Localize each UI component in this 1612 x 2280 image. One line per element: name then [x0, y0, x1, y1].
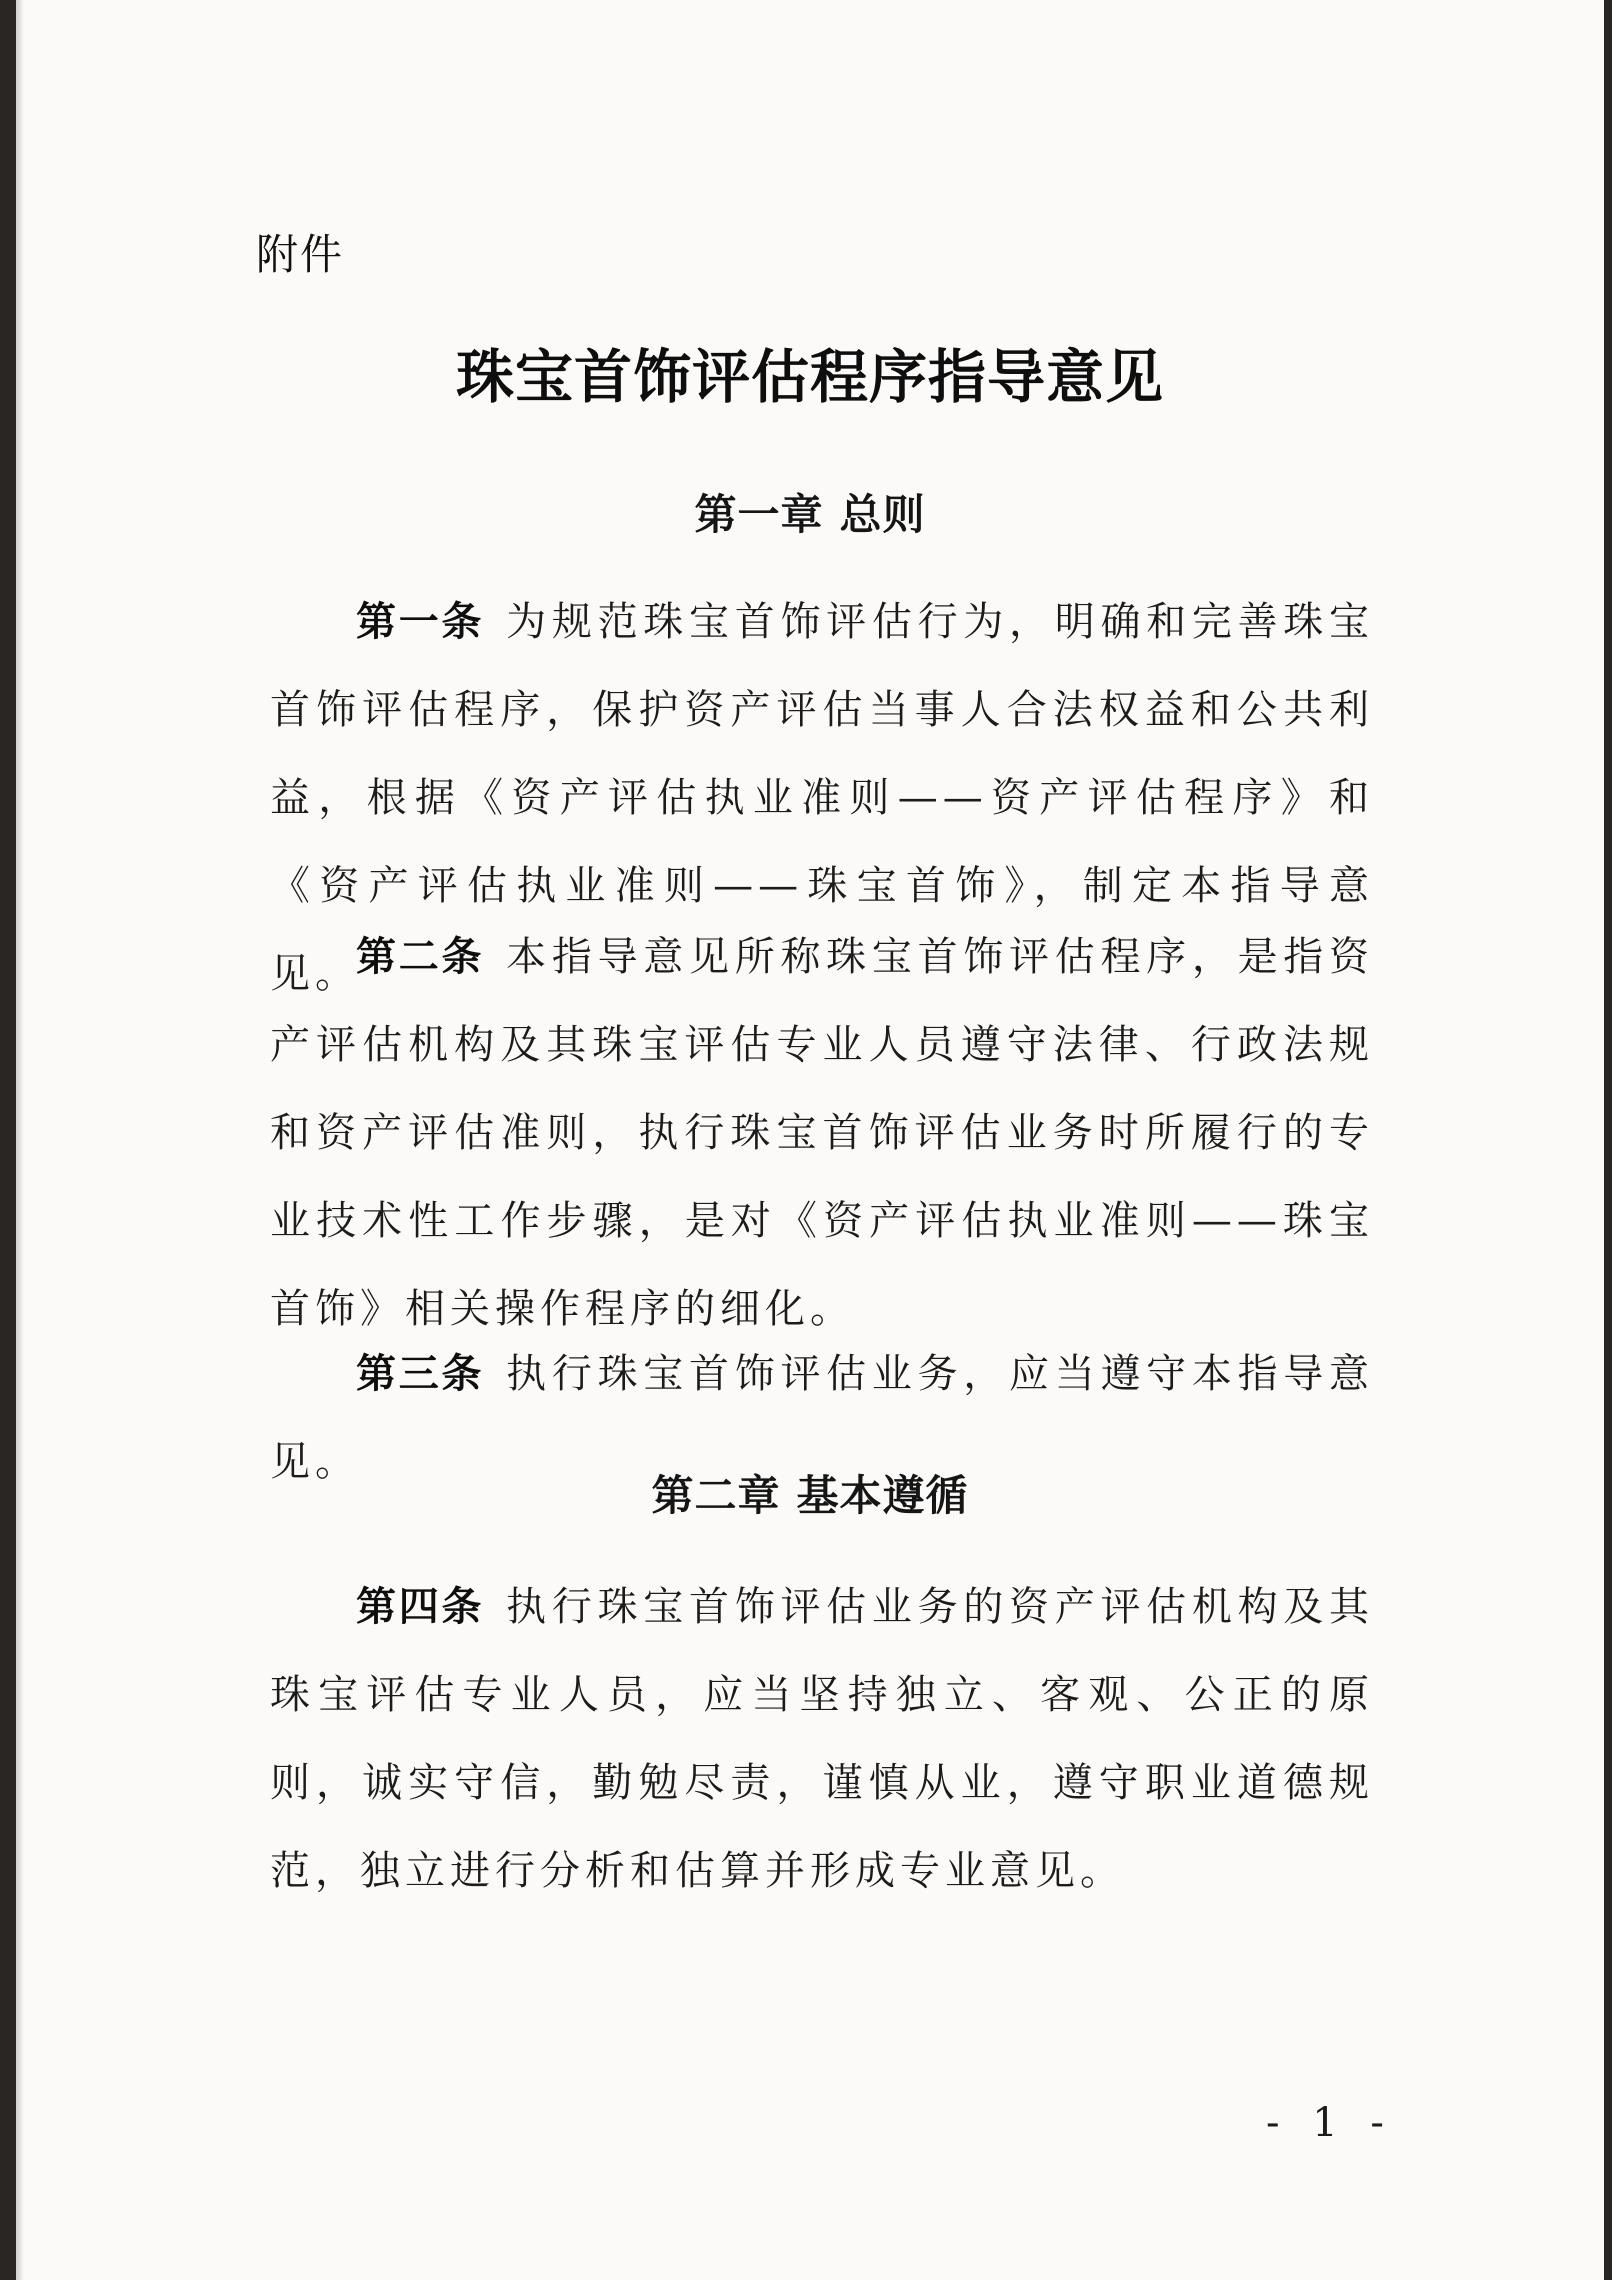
- article-paragraph: [270, 913, 1374, 1353]
- attachment-label: 附件: [256, 230, 345, 279]
- chapter-name: 总则: [839, 490, 926, 539]
- document-page: [16, 0, 1604, 2280]
- document-title: 珠宝首饰评估程序指导意见: [455, 343, 1164, 411]
- article-number: 第四条: [356, 1584, 485, 1630]
- article-text: 执行珠宝首饰评估业务，应当遵守本指导意见。: [270, 1351, 1375, 1485]
- page-number: - 1 -: [1266, 2100, 1394, 2146]
- article-number: 第二条: [356, 934, 485, 980]
- article-number: 第一条: [356, 599, 485, 645]
- article-text: 执行珠宝首饰评估业务的资产评估机构及其珠宝评估专业人员，应当坚持独立、客观、公正的原则，诚实守信，勤勉尽责，谨慎从业，遵守职业道德规范，独立进行分析和估算并形成专业意见。: [270, 1584, 1375, 1894]
- chapter-number: 第一章: [694, 490, 824, 539]
- article-paragraph: [270, 1563, 1374, 1915]
- article-text: 为规范珠宝首饰评估行为，明确和完善珠宝首饰评估程序，保护资产评估当事人合法权益和公共利益，根据《资产评估执业准则——资产评估程序》和《资产评估执业准则——珠宝首饰》，制定本指导意见。: [270, 599, 1375, 997]
- chapter-heading: [16, 1463, 1604, 1523]
- article-text: 本指导意见所称珠宝首饰评估程序，是指资产评估机构及其珠宝评估专业人员遵守法律、行政法规和资产评估准则，执行珠宝首饰评估业务时所履行的专业技术性工作步骤，是对《资产评估执业准则——珠宝首饰》相关操作程序的细化。: [270, 934, 1375, 1332]
- article-number: 第三条: [356, 1351, 485, 1397]
- chapter-heading: [16, 482, 1604, 542]
- chapter-name: 基本遵循: [796, 1471, 969, 1520]
- chapter-number: 第二章: [651, 1471, 781, 1520]
